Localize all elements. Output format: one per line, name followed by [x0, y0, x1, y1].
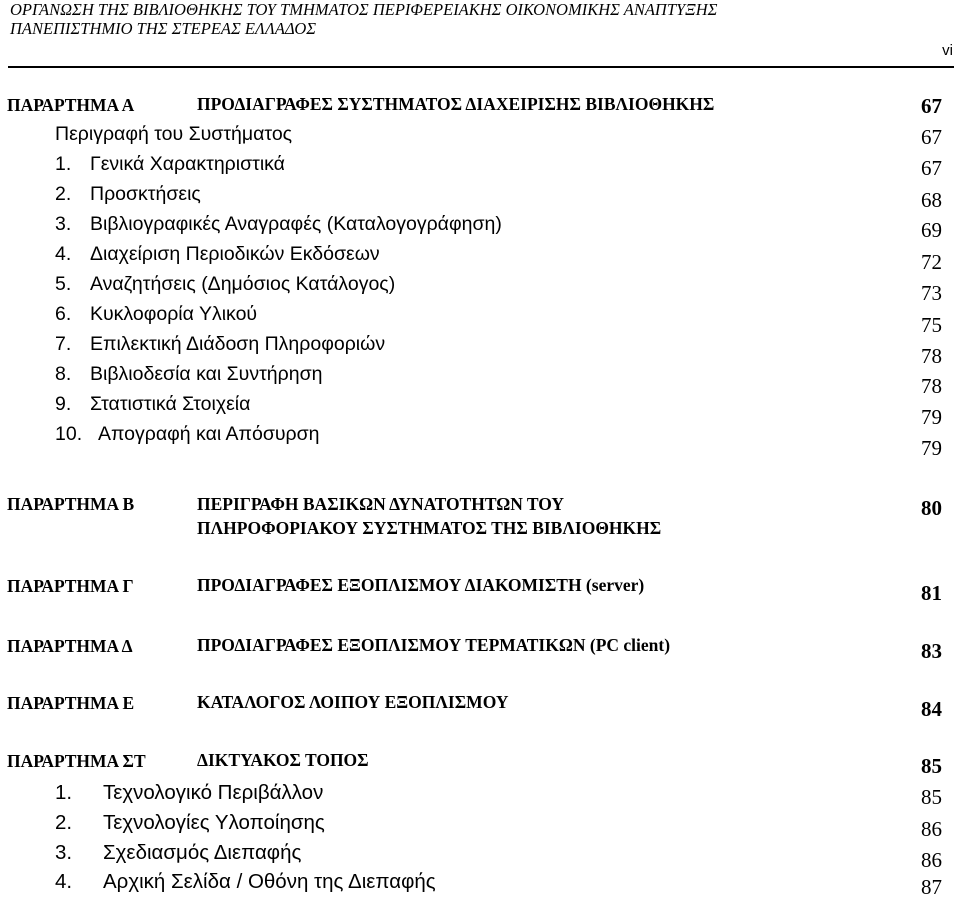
toc-entry-a-5 — [0, 273, 960, 303]
appendix-e-title: ΚΑΤΑΛΟΓΟΣ ΛΟΙΠΟΥ ΕΞΟΠΛΙΣΜΟΥ — [197, 692, 509, 712]
st-item-3-page: 86 — [921, 848, 942, 872]
appendix-d-title: ΠΡΟΔΙΑΓΡΑΦΕΣ ΕΞΟΠΛΙΣΜΟΥ ΤΕΡΜΑΤΙΚΩΝ (PC client) — [197, 635, 671, 655]
st-item-3-title: Σχεδιασμός Διεπαφής — [103, 841, 302, 864]
intro-page: 67 — [921, 125, 942, 149]
a-item-9-page: 79 — [921, 405, 942, 429]
a-item-4-page: 72 — [921, 250, 942, 274]
toc-entry-appendix-st — [0, 751, 960, 781]
appendix-a-title: ΠΡΟΔΙΑΓΡΑΦΕΣ ΣΥΣΤΗΜΑΤΟΣ ΔΙΑΧΕΙΡΙΣΗΣ ΒΙΒΛΙΟΘΗΚΗΣ — [197, 94, 715, 114]
appendix-a-page: 67 — [921, 94, 942, 118]
a-item-10-page: 79 — [921, 436, 942, 460]
appendix-b-title — [197, 492, 661, 540]
appendix-e-page: 84 — [921, 697, 942, 721]
toc-entry-a-4 — [0, 243, 960, 273]
a-item-6-num: 6. — [55, 303, 72, 325]
header-rule — [8, 66, 954, 68]
st-item-1-page: 85 — [921, 785, 942, 809]
a-item-5-page: 73 — [921, 281, 942, 305]
toc-entry-a-7 — [0, 333, 960, 368]
toc-entry-appendix-a — [0, 95, 960, 125]
a-item-6-page: 75 — [921, 313, 942, 337]
a-item-1-page: 67 — [921, 156, 942, 180]
toc-entry-intro — [0, 123, 960, 153]
a-item-7-title: Επιλεκτική Διάδοση Πληροφοριών — [90, 333, 386, 355]
intro-title: Περιγραφή του Συστήματος — [55, 123, 293, 145]
a-item-10-num: 10. — [55, 423, 83, 445]
appendix-c-title: ΠΡΟΔΙΑΓΡΑΦΕΣ ΕΞΟΠΛΙΣΜΟΥ ΔΙΑΚΟΜΙΣΤΗ (server) — [197, 575, 645, 595]
a-item-8-num: 8. — [55, 363, 72, 385]
page-number: vi — [942, 42, 953, 59]
a-item-4-title: Διαχείριση Περιοδικών Εκδόσεων — [90, 243, 380, 265]
st-item-4-num: 4. — [55, 870, 73, 893]
toc-entry-st-4 — [0, 870, 960, 900]
st-item-4-title: Αρχική Σελίδα / Οθόνη της Διεπαφής — [103, 870, 436, 893]
toc-entry-appendix-d — [0, 636, 960, 666]
a-item-8-title: Βιβλιοδεσία και Συντήρηση — [90, 363, 323, 385]
appendix-b-title-line-2: ΠΛΗΡΟΦΟΡΙΑΚΟΥ ΣΥΣΤΗΜΑΤΟΣ ΤΗΣ ΒΙΒΛΙΟΘΗΚΗΣ — [197, 518, 662, 538]
header-line-1: ΟΡΓΑΝΩΣΗ ΤΗΣ ΒΙΒΛΙΟΘΗΚΗΣ ΤΟΥ ΤΜΗΜΑΤΟΣ ΠΕΡΙΦΕΡΕΙΑΚΗΣ ΟΙΚΟΝΟΜΙΚΗΣ ΑΝΑΠΤΥΞΗΣ — [10, 0, 718, 19]
a-item-10-title: Απογραφή και Απόσυρση — [98, 423, 320, 445]
toc-entry-a-1 — [0, 153, 960, 183]
header-line-2: ΠΑΝΕΠΙΣΤΗΜΙΟ ΤΗΣ ΣΤΕΡΕΑΣ ΕΛΛΑΔΟΣ — [10, 19, 317, 38]
toc-entry-a-10 — [0, 423, 960, 460]
toc-entry-appendix-c — [0, 576, 960, 606]
a-item-2-num: 2. — [55, 183, 72, 205]
appendix-b-title-line-1: ΠΕΡΙΓΡΑΦΗ ΒΑΣΙΚΩΝ ΔΥΝΑΤΟΤΗΤΩΝ ΤΟΥ — [197, 494, 565, 514]
st-item-2-page: 86 — [921, 817, 942, 841]
a-item-2-page: 68 — [921, 188, 942, 212]
appendix-d-page: 83 — [921, 639, 942, 663]
a-item-9-title: Στατιστικά Στοιχεία — [90, 393, 251, 415]
toc-entry-appendix-e — [0, 693, 960, 723]
a-item-4-num: 4. — [55, 243, 72, 265]
toc-entry-a-3 — [0, 213, 960, 243]
a-item-2-title: Προσκτήσεις — [90, 183, 201, 205]
appendix-a-code: ΠΑΡΑΡΤΗΜΑ Α — [7, 95, 135, 115]
a-item-3-title: Βιβλιογραφικές Αναγραφές (Καταλογογράφηση) — [90, 213, 502, 235]
st-item-1-title: Τεχνολογικό Περιβάλλον — [103, 781, 324, 804]
st-item-3-num: 3. — [55, 841, 73, 864]
a-item-7-page: 78 — [921, 344, 942, 368]
a-item-5-num: 5. — [55, 273, 72, 295]
toc-entry-st-3 — [0, 841, 960, 871]
st-item-1-num: 1. — [55, 781, 73, 804]
st-item-4-page: 87 — [921, 875, 942, 899]
toc-entry-a-8 — [0, 363, 960, 398]
a-item-1-num: 1. — [55, 153, 72, 175]
appendix-e-code: ΠΑΡΑΡΤΗΜΑ Ε — [7, 693, 135, 713]
toc-entry-a-9 — [0, 393, 960, 429]
appendix-st-page: 85 — [921, 754, 942, 778]
appendix-st-code: ΠΑΡΑΡΤΗΜΑ ΣΤ — [7, 751, 146, 771]
toc-entry-st-1 — [0, 781, 960, 811]
a-item-3-num: 3. — [55, 213, 72, 235]
a-item-1-title: Γενικά Χαρακτηριστικά — [90, 153, 285, 175]
toc-entry-st-2 — [0, 811, 960, 841]
a-item-9-num: 9. — [55, 393, 72, 415]
running-header — [10, 0, 717, 38]
a-item-7-num: 7. — [55, 333, 72, 355]
appendix-b-page: 80 — [921, 496, 942, 520]
toc-entry-a-2 — [0, 183, 960, 213]
a-item-6-title: Κυκλοφορία Υλικού — [90, 303, 258, 325]
appendix-d-code: ΠΑΡΑΡΤΗΜΑ Δ — [7, 636, 133, 656]
toc-entry-appendix-b — [0, 494, 960, 544]
st-item-2-title: Τεχνολογίες Υλοποίησης — [103, 811, 325, 834]
toc-entry-a-6 — [0, 303, 960, 337]
appendix-b-code: ΠΑΡΑΡΤΗΜΑ Β — [7, 494, 135, 514]
a-item-5-title: Αναζητήσεις (Δημόσιος Κατάλογος) — [90, 273, 396, 295]
a-item-8-page: 78 — [921, 374, 942, 398]
appendix-st-title: ΔΙΚΤΥΑΚΟΣ ΤΟΠΟΣ — [197, 750, 369, 770]
a-item-3-page: 69 — [921, 218, 942, 242]
appendix-c-code: ΠΑΡΑΡΤΗΜΑ Γ — [7, 576, 134, 596]
appendix-c-page: 81 — [921, 581, 942, 605]
st-item-2-num: 2. — [55, 811, 73, 834]
